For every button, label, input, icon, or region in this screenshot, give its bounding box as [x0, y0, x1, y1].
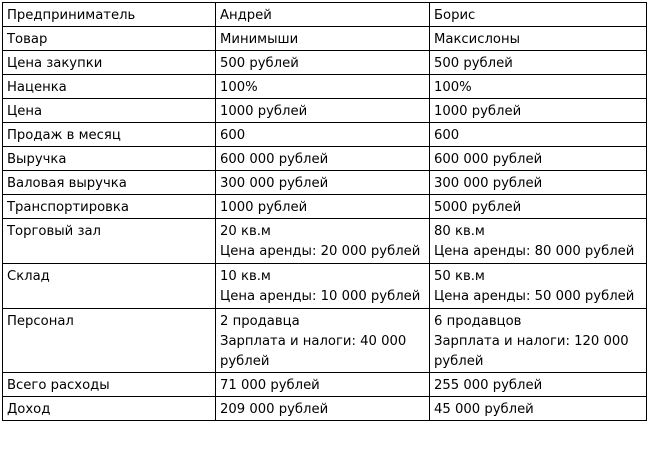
- boris-staff-count: 6 продавцов: [434, 314, 522, 329]
- table-row: [3, 99, 647, 123]
- boris-value: [430, 309, 647, 373]
- boris-value: 500 рублей: [430, 51, 647, 75]
- boris-rent: Цена аренды: 80 000 рублей: [434, 244, 635, 259]
- table-row: [3, 147, 647, 171]
- row-label: Доход: [3, 397, 216, 421]
- andrey-value: 71 000 рублей: [216, 373, 430, 397]
- boris-area: 80 кв.м: [434, 224, 485, 239]
- andrey-area: 10 кв.м: [220, 269, 271, 284]
- header-cell-boris: Борис: [430, 3, 647, 27]
- andrey-area: 20 кв.м: [220, 224, 271, 239]
- andrey-value: [216, 219, 430, 264]
- andrey-value: 600: [216, 123, 430, 147]
- boris-value: 1000 рублей: [430, 99, 647, 123]
- table-row: [3, 397, 647, 421]
- boris-value: Максислоны: [430, 27, 647, 51]
- andrey-value: 600 000 рублей: [216, 147, 430, 171]
- table-row: [3, 219, 647, 264]
- row-label: Выручка: [3, 147, 216, 171]
- andrey-value: 100%: [216, 75, 430, 99]
- table-row: [3, 195, 647, 219]
- table-row: [3, 75, 647, 99]
- andrey-value: 209 000 рублей: [216, 397, 430, 421]
- row-label: Цена: [3, 99, 216, 123]
- andrey-value: [216, 264, 430, 309]
- boris-rent: Цена аренды: 50 000 рублей: [434, 289, 635, 304]
- table-row: [3, 171, 647, 195]
- row-label: Товар: [3, 27, 216, 51]
- header-cell-andrey: Андрей: [216, 3, 430, 27]
- boris-value: [430, 219, 647, 264]
- boris-value: 600: [430, 123, 647, 147]
- table-header-row: [3, 3, 647, 27]
- andrey-value: 1000 рублей: [216, 195, 430, 219]
- table-row: [3, 51, 647, 75]
- boris-area: 50 кв.м: [434, 269, 485, 284]
- boris-value: 300 000 рублей: [430, 171, 647, 195]
- table-row: [3, 309, 647, 373]
- boris-value: 255 000 рублей: [430, 373, 647, 397]
- boris-value: [430, 264, 647, 309]
- boris-salary: Зарплата и налоги: 120 000 рублей: [434, 334, 629, 369]
- row-label: Всего расходы: [3, 373, 216, 397]
- row-label: Персонал: [3, 309, 216, 373]
- andrey-value: 500 рублей: [216, 51, 430, 75]
- andrey-value: 300 000 рублей: [216, 171, 430, 195]
- row-label: Склад: [3, 264, 216, 309]
- andrey-value: [216, 309, 430, 373]
- header-cell-entrepreneur: Предприниматель: [3, 3, 216, 27]
- row-label: Транспортировка: [3, 195, 216, 219]
- table-row: [3, 123, 647, 147]
- boris-value: 45 000 рублей: [430, 397, 647, 421]
- boris-value: 600 000 рублей: [430, 147, 647, 171]
- comparison-table: [2, 2, 647, 421]
- row-label: Цена закупки: [3, 51, 216, 75]
- andrey-salary: Зарплата и налоги: 40 000 рублей: [220, 334, 407, 369]
- row-label: Торговый зал: [3, 219, 216, 264]
- andrey-value: Минимыши: [216, 27, 430, 51]
- andrey-value: 1000 рублей: [216, 99, 430, 123]
- table-row: [3, 264, 647, 309]
- row-label: Валовая выручка: [3, 171, 216, 195]
- table-row: [3, 373, 647, 397]
- boris-value: 100%: [430, 75, 647, 99]
- andrey-rent: Цена аренды: 20 000 рублей: [220, 244, 421, 259]
- andrey-staff-count: 2 продавца: [220, 314, 300, 329]
- table-row: [3, 27, 647, 51]
- row-label: Продаж в месяц: [3, 123, 216, 147]
- boris-value: 5000 рублей: [430, 195, 647, 219]
- row-label: Наценка: [3, 75, 216, 99]
- andrey-rent: Цена аренды: 10 000 рублей: [220, 289, 421, 304]
